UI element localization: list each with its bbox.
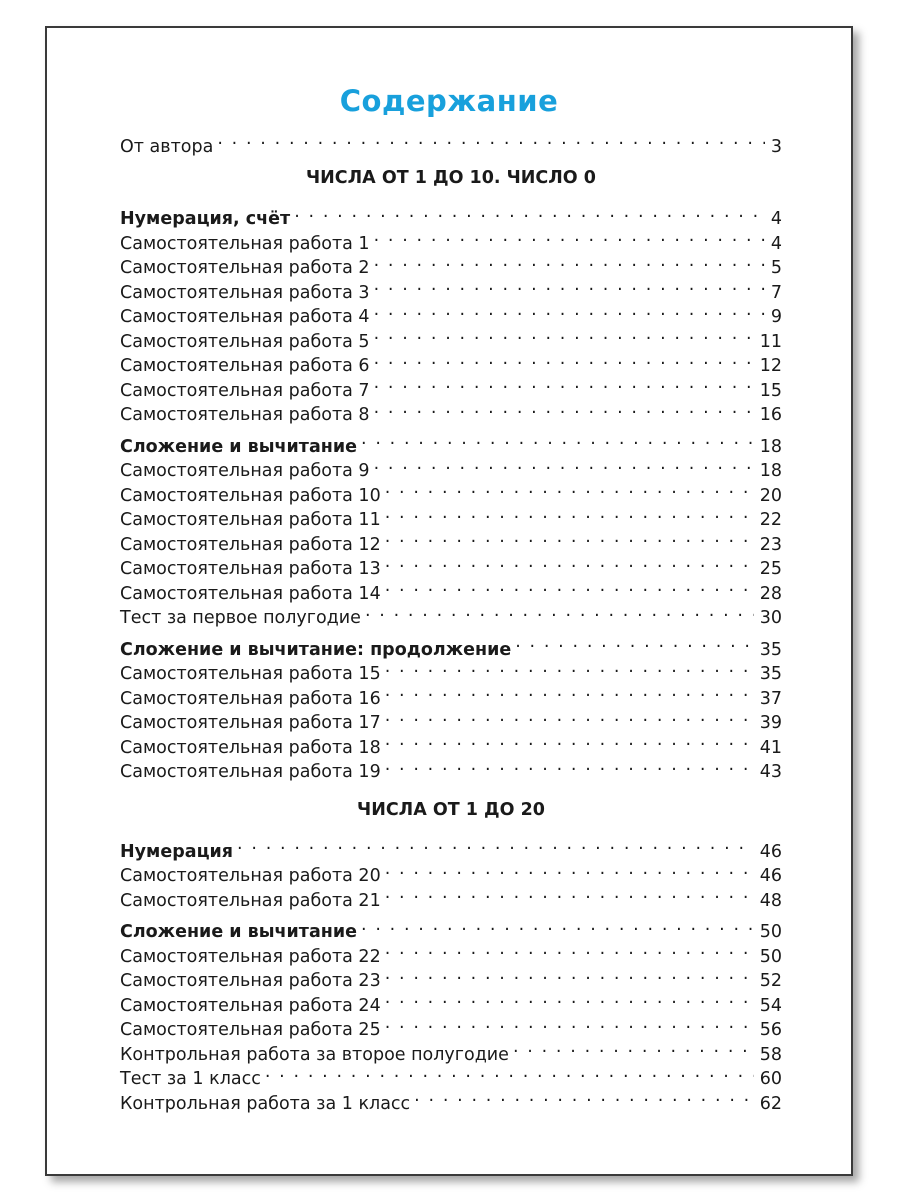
toc-entry-page: 54 [759,995,782,1016]
dot-leader [385,857,754,882]
toc-entry-label: Самостоятельная работа 16 [120,688,381,709]
toc-entry-page: 62 [759,1093,782,1114]
dot-leader [385,574,754,599]
dot-leader [385,704,754,729]
section-heading: ЧИСЛА ОТ 1 ДО 20 [357,800,545,820]
toc-entry-label: Нумерация, счёт [120,209,291,229]
dot-leader [374,347,754,372]
toc-entry-label: Самостоятельная работа 2 [120,258,370,278]
dot-leader [217,127,765,152]
toc-entry-label: Самостоятельная работа 19 [120,762,381,782]
dot-leader [385,728,754,753]
toc-group-title[interactable] [120,630,782,660]
toc-entry-page: 52 [759,971,782,991]
dot-leader [374,298,765,323]
toc-entry-page: 3 [770,136,782,157]
toc-entry-page: 50 [759,922,782,942]
toc-entry-label: Самостоятельная работа 1 [120,233,370,254]
toc-entry-label: Контрольная работа за второе полугодие [120,1044,509,1065]
dot-leader [515,630,754,655]
toc-entry-label: Самостоятельная работа 10 [120,485,381,506]
toc-entry-page: 35 [759,664,782,684]
toc-entry-label: Самостоятельная работа 11 [120,510,381,530]
dot-leader [414,1084,754,1109]
toc-entry-label: Нумерация [120,841,234,862]
toc-entry-page: 25 [759,559,782,579]
toc-group-title[interactable] [120,913,782,942]
dot-leader [374,396,754,421]
dot-leader [385,550,754,575]
toc-entry-label: Самостоятельная работа 7 [120,380,370,401]
toc-group-title[interactable] [120,427,782,457]
toc-entry-label: Тест за 1 класс [120,1069,261,1089]
toc-entry-page: 28 [759,583,782,604]
toc-entry-page: 5 [770,258,782,278]
toc-entry-page: 43 [759,762,782,782]
dot-leader [385,937,754,962]
dot-leader [294,200,765,225]
dot-leader [385,525,754,550]
dot-leader [385,986,754,1011]
toc-entry-page: 18 [759,436,782,457]
toc-entry-page: 37 [759,688,782,709]
toc-entry-page: 12 [759,356,782,376]
toc-entry-label: Самостоятельная работа 5 [120,331,370,352]
toc-entry-label: Самостоятельная работа 17 [120,713,381,733]
toc-entry-label: Самостоятельная работа 9 [120,461,370,481]
toc-entry-page: 56 [759,1020,782,1040]
toc-entry-label: Самостоятельная работа 22 [120,946,381,967]
toc-entry-label: Самостоятельная работа 15 [120,664,381,684]
document-page [45,26,853,1176]
dot-leader [385,501,754,526]
toc-entry-page: 48 [759,890,782,911]
dot-leader [374,249,765,274]
toc-entry-page: 22 [759,510,782,530]
toc-entry-label: Контрольная работа за 1 класс [120,1093,411,1114]
dot-leader [265,1060,754,1085]
toc-entry-page: 9 [770,307,782,327]
dot-leader [374,224,765,249]
toc-entry-page: 41 [759,737,782,758]
dot-leader [365,599,754,624]
toc-entry-label: Самостоятельная работа 3 [120,282,370,303]
toc-group-title[interactable] [120,832,782,862]
toc-group-title[interactable] [120,200,782,229]
toc-entry-label: Самостоятельная работа 12 [120,534,381,555]
toc-entry-label: Сложение и вычитание [120,436,357,457]
toc-entry-label: Тест за первое полугодие [120,608,361,628]
toc-entry-page: 58 [759,1044,782,1065]
toc-entry-page: 7 [770,282,782,303]
toc-entry-label: Самостоятельная работа 14 [120,583,381,604]
dot-leader [385,679,754,704]
toc-entry-label: Самостоятельная работа 13 [120,559,381,579]
section-heading: ЧИСЛА ОТ 1 ДО 10. ЧИСЛО 0 [306,167,596,188]
dot-leader [374,322,754,347]
toc-entry-page: 60 [759,1069,782,1089]
toc-entry-page: 20 [759,485,782,506]
toc-entry-page: 46 [759,841,782,862]
toc-entry-intro[interactable] [120,127,782,157]
dot-leader [385,881,754,906]
toc-entry-page: 18 [759,461,782,481]
toc-entry-page: 46 [759,866,782,886]
dot-leader [385,476,754,501]
toc-entry-page: 16 [759,405,782,425]
toc-entry-label: Самостоятельная работа 8 [120,405,370,425]
toc-entry-page: 39 [759,713,782,733]
toc-entry-label: Самостоятельная работа 20 [120,866,381,886]
toc-entry-label: Самостоятельная работа 24 [120,995,381,1016]
toc-entry-label: Сложение и вычитание: продолжение [120,639,512,660]
dot-leader [361,427,754,452]
toc-entry-label: Сложение и вычитание [120,922,357,942]
dot-leader [385,1011,754,1036]
dot-leader [513,1035,754,1060]
dot-leader [374,273,765,298]
dot-leader [361,913,754,938]
dot-leader [385,962,754,987]
toc-entry-page: 35 [759,639,782,660]
toc-entry-page: 50 [759,946,782,967]
toc-entry-label: Самостоятельная работа 18 [120,737,381,758]
toc-entry-label: Самостоятельная работа 21 [120,890,381,911]
toc-entry-label: От автора [120,136,214,157]
toc-entry-page: 4 [770,209,782,229]
dot-leader [374,452,754,477]
toc-entry-page: 4 [770,233,782,254]
toc-entry-label: Самостоятельная работа 4 [120,307,370,327]
dot-leader [385,753,754,778]
toc-entry-page: 15 [759,380,782,401]
toc-entry-page: 11 [759,331,782,352]
toc-entry-label: Самостоятельная работа 25 [120,1020,381,1040]
dot-leader [385,655,754,680]
toc-sections [120,152,782,1114]
toc-entry-page: 30 [759,608,782,628]
toc-entry-label: Самостоятельная работа 6 [120,356,370,376]
toc-entry-page: 23 [759,534,782,555]
table-of-contents [120,127,782,1114]
dot-leader [374,371,754,396]
toc-entry-label: Самостоятельная работа 23 [120,971,381,991]
dot-leader [237,832,754,857]
page-title: Содержание [339,84,559,118]
